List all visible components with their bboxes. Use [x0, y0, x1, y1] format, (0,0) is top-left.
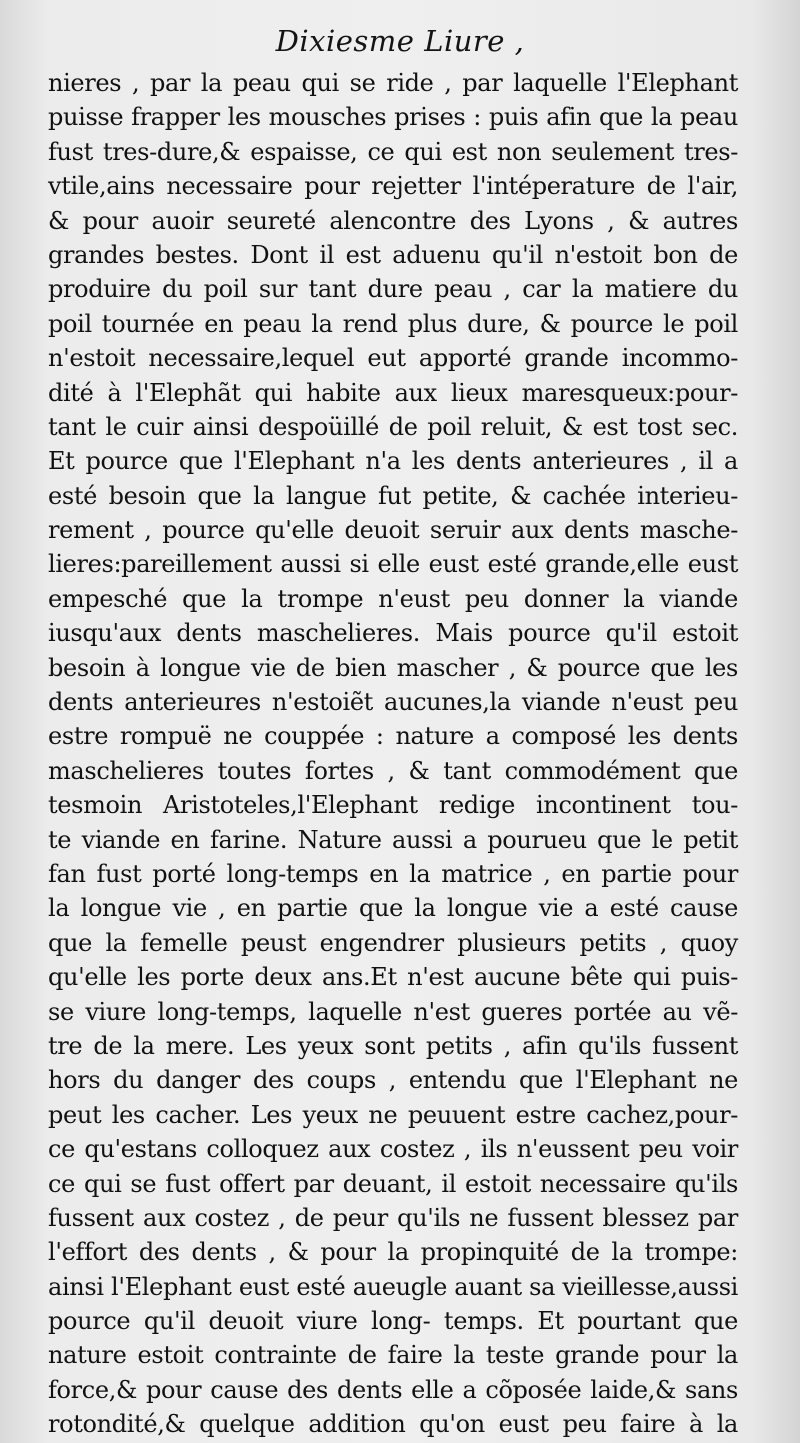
running-head: Dixiesme Liure ,	[275, 24, 525, 58]
text-line: & pour auoir seureté alencontre des Lyons , & autres	[48, 206, 738, 235]
text-line: la longue vie , en partie que la longue vie a esté cause	[48, 894, 738, 923]
text-line: produire du poil sur tant dure peau , car la matiere du	[48, 275, 738, 304]
text-line: empesché que la trompe n'eust peu donner la viande	[48, 584, 738, 613]
text-line: tre de la mere. Les yeux sont petits , afin qu'ils fussent	[48, 1031, 738, 1060]
text-line: estre rompuë ne couppée : nature a composé les dents	[48, 722, 738, 751]
text-line: maschelieres toutes fortes , & tant commodément que	[48, 756, 738, 785]
text-line: rement , pource qu'elle deuoit seruir aux dents masche-	[48, 516, 738, 545]
text-line: se viure long-temps, laquelle n'est gueres portée au vẽ-	[48, 997, 738, 1026]
text-line: dents anterieures n'estoiẽt aucunes,la viande n'eust peu	[48, 688, 738, 717]
text-line: vtile,ains necessaire pour rejetter l'intéperature de l'air,	[48, 172, 738, 201]
text-line: hors du danger des coups , entendu que l'Elephant ne	[48, 1066, 738, 1095]
text-line: poil tournée en peau la rend plus dure, & pource le poil	[48, 309, 738, 338]
body-text	[48, 66, 738, 1442]
text-line: fan fust porté long-temps en la matrice , en partie pour	[48, 859, 738, 888]
text-line: Et pource que l'Elephant n'a les dents anterieures , il a	[48, 447, 738, 476]
text-line: tesmoin Aristoteles,l'Elephant redige incontinent tou-	[48, 791, 738, 820]
text-line: esté besoin que la langue fut petite, & cachée interieu-	[48, 481, 738, 510]
text-line: n'estoit necessaire,lequel eut apporté grande incommo-	[48, 344, 738, 373]
text-line: nature estoit contrainte de faire la teste grande pour la	[48, 1341, 738, 1370]
text-line: besoin à longue vie de bien mascher , & pource que les	[48, 653, 738, 682]
text-line: pource qu'il deuoit viure long- temps. Et pourtant que	[48, 1307, 738, 1336]
text-line: ainsi l'Elephant eust esté aueugle auant sa vieillesse,aussi	[48, 1272, 738, 1301]
text-line: ce qui se fust offert par deuant, il estoit necessaire qu'ils	[48, 1169, 738, 1198]
text-line: ce qu'estans colloquez aux costez , ils n'eussent peu voir	[48, 1135, 738, 1164]
text-line: rotondité,& quelque addition qu'on eust peu faire à la	[48, 1410, 738, 1439]
text-line: peut les cacher. Les yeux ne peuuent estre cachez,pour-	[48, 1100, 738, 1129]
text-line: lieres:pareillement aussi si elle eust esté grande,elle eust	[48, 550, 738, 579]
text-line: fussent aux costez , de peur qu'ils ne fussent blessez par	[48, 1203, 738, 1232]
text-line: que la femelle peust engendrer plusieurs petits , quoy	[48, 928, 738, 957]
text-line: grandes bestes. Dont il est aduenu qu'il n'estoit bon de	[48, 240, 738, 269]
text-line: fust tres-dure,& espaisse, ce qui est non seulement tres-	[48, 137, 738, 166]
text-line: nieres , par la peau qui se ride , par laquelle l'Elephant	[48, 69, 738, 97]
text-line: puisse frapper les mousches prises : puis afin que la peau	[48, 103, 738, 132]
text-line: force,& pour cause des dents elle a cõposée laide,& sans	[48, 1375, 738, 1404]
text-line: qu'elle les porte deux ans.Et n'est aucune bête qui puis-	[48, 963, 738, 992]
text-line: iusqu'aux dents maschelieres. Mais pource qu'il estoit	[48, 619, 738, 648]
text-line: dité à l'Elephãt qui habite aux lieux maresqueux:pour-	[48, 378, 738, 407]
text-line: tant le cuir ainsi despoüillé de poil reluit, & est tost sec.	[48, 412, 738, 441]
text-line: l'effort des dents , & pour la propinquité de la trompe:	[48, 1238, 738, 1267]
text-line: te viande en farine. Nature aussi a pourueu que le petit	[48, 825, 738, 854]
